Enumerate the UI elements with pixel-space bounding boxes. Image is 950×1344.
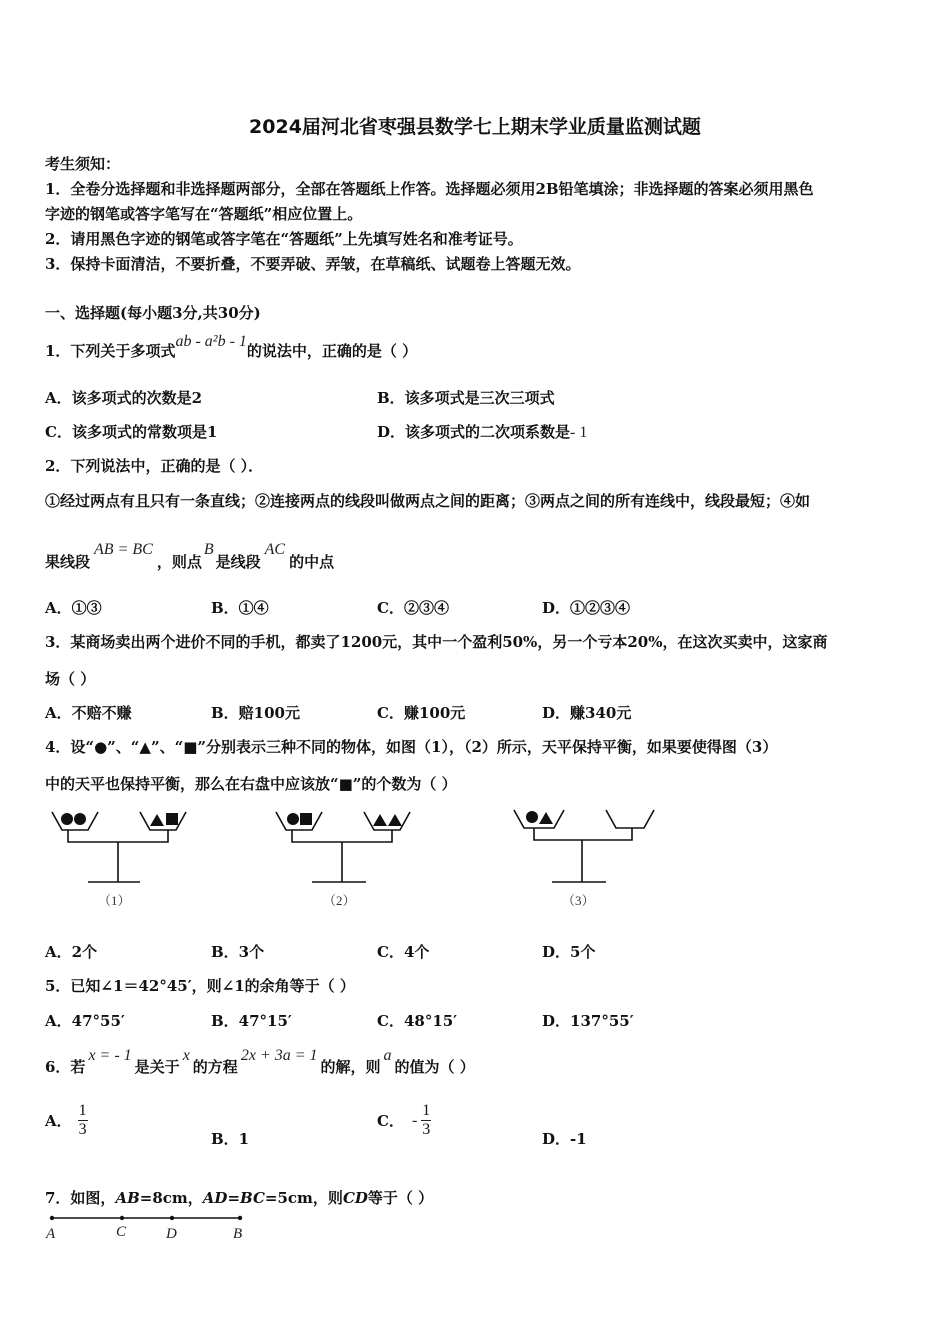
fig2-square: [300, 813, 312, 825]
q2-text-3: 是线段: [215, 553, 261, 571]
q7-math-bc: BC: [240, 1189, 265, 1207]
q3-stem-1: 3．某商场卖出两个进价不同的手机，都卖了1200元，其中一个盈利50%，另一个亏本20%，在这次买卖中，这家商: [45, 633, 828, 651]
q1-polynomial: ab - a²b - 1: [175, 333, 247, 350]
fig1-triangle: [150, 814, 164, 826]
fraction-denominator: 3: [422, 1121, 431, 1138]
point-b: [238, 1216, 242, 1220]
q4-option-b: B．3个: [211, 943, 265, 961]
q2-stem: 2．下列说法中，正确的是（ ）．: [45, 457, 264, 475]
q6-math-x-eq: x = - 1: [88, 1047, 132, 1064]
q5-option-a: A．47°55′: [45, 1012, 125, 1030]
q6-math-a: a: [383, 1047, 392, 1064]
q7-text-2: =8cm，: [139, 1189, 203, 1207]
fraction-denominator: 3: [78, 1121, 87, 1138]
q7-text-3: =: [227, 1189, 241, 1207]
q1-stem-post: 的说法中，正确的是（ ）: [246, 342, 418, 360]
q3-stem-2: 场（ ）: [45, 670, 96, 688]
q7-text-1: 7．如图，: [45, 1189, 116, 1207]
q2-text-4: 的中点: [289, 553, 335, 571]
notice-line-2: 2．请用黑色字迹的钢笔或答字笔在“答题纸”上先填写姓名和准考证号。: [45, 230, 523, 248]
notice-line-1a: 1．全卷分选择题和非选择题两部分，全部在答题纸上作答。选择题必须用2B铅笔填涂；非选择题的答案必须用黑色: [45, 180, 814, 198]
fig3-beam: [534, 828, 632, 840]
q6-option-a: [45, 1102, 88, 1139]
fraction-numerator: 1: [78, 1102, 87, 1119]
q2-option-a: A．①③: [45, 599, 102, 617]
fig1-label: （1）: [98, 893, 131, 908]
q3-option-a: A．不赔不赚: [45, 704, 132, 722]
fig2-label: （2）: [323, 893, 356, 908]
notice-line-3: 3．保持卡面清洁，不要折叠，不要弄破、弄皱，在草稿纸、试题卷上答题无效。: [45, 255, 581, 273]
q6-option-c-label: C．: [377, 1112, 404, 1130]
fig2-right-pan: [364, 812, 410, 830]
q7-text-5: 等于（ ）: [367, 1189, 434, 1207]
page-title: 2024届河北省枣强县数学七上期末学业质量监测试题: [249, 116, 701, 138]
q2-math-ab-bc: AB = BC: [94, 541, 153, 558]
q6-option-a-fraction: [78, 1102, 88, 1139]
q6-option-b: B．1: [211, 1130, 250, 1148]
q6-option-c-sign: -: [411, 1111, 418, 1129]
notice-line-1b: 字迹的钢笔或答字笔写在“答题纸”相应位置上。: [45, 205, 363, 223]
label-c: C: [116, 1224, 127, 1240]
q7-math-ab: AB: [115, 1189, 140, 1207]
q2-statement-4: [45, 541, 335, 572]
fig3-left-pan: [514, 810, 564, 828]
label-d: D: [166, 1226, 177, 1242]
q1-stem: [45, 333, 418, 361]
fig2-left-pan: [276, 812, 322, 830]
q2-option-d: D．①②③④: [542, 599, 631, 617]
q3-option-d: D．赚340元: [542, 704, 632, 722]
line-segment-figure: [40, 1210, 260, 1244]
fig3-circle: [526, 811, 538, 823]
q6-option-c-fraction: [421, 1102, 431, 1139]
fig1-right-pan: [140, 812, 186, 830]
q2-math-b: B: [203, 541, 214, 558]
q4-option-a: A．2个: [45, 943, 98, 961]
fig1-square: [166, 813, 178, 825]
fig1-circle-1: [61, 813, 73, 825]
q2-statements: ①经过两点有且只有一条直线；②连接两点的线段叫做两点之间的距离；③两点之间的所有连线中，线段最短；④如: [45, 492, 811, 510]
q6-math-equation: 2x + 3a = 1: [240, 1047, 318, 1064]
q2-option-b: B．①④: [211, 599, 269, 617]
q5-stem: 5．已知∠1＝42°45′，则∠1的余角等于（ ）: [45, 977, 355, 995]
point-c: [120, 1216, 124, 1220]
fraction-numerator: 1: [422, 1102, 431, 1119]
q1-stem-pre: 1．下列关于多项式: [45, 342, 176, 360]
label-b: B: [233, 1226, 243, 1242]
point-a: [50, 1216, 54, 1220]
q6-text-4: 的解，则: [320, 1058, 381, 1076]
q4-stem-1: 4．设“●”、“▲”、“■”分别表示三种不同的物体，如图（1），（2）所示，天平保持平衡，如果要使得图（3）: [45, 738, 778, 756]
q2-math-ac: AC: [264, 541, 286, 558]
q6-text-2: 是关于: [134, 1058, 180, 1076]
q7-stem: [45, 1187, 433, 1208]
q6-stem: [45, 1047, 475, 1077]
fig2-beam: [292, 830, 392, 842]
q7-math-cd: CD: [342, 1189, 368, 1207]
q2-option-c: C．②③④: [377, 599, 449, 617]
fig3-right-pan: [606, 810, 654, 828]
q1-option-d: [377, 421, 587, 442]
q1-option-a: A．该多项式的次数是2: [45, 389, 203, 407]
fig2-triangle-1: [373, 814, 387, 826]
q7-math-ad: AD: [202, 1189, 228, 1207]
q2-text-2: ，则点: [156, 553, 202, 571]
q6-option-d: D．-1: [542, 1130, 587, 1148]
q7-text-4: =5cm，则: [264, 1189, 343, 1207]
q6-option-a-label: A．: [45, 1112, 72, 1130]
q5-option-b: B．47°15′: [211, 1012, 292, 1030]
q1-option-c: C．该多项式的常数项是1: [45, 423, 218, 441]
q6-text-3: 的方程: [192, 1058, 238, 1076]
q6-text-1: 6．若: [45, 1058, 86, 1076]
label-a: A: [46, 1226, 56, 1242]
fig3-label: （3）: [562, 893, 595, 908]
point-d: [170, 1216, 174, 1220]
q1-option-b: B．该多项式是三次三项式: [377, 389, 555, 407]
q4-option-c: C．4个: [377, 943, 430, 961]
q6-text-5: 的值为（ ）: [394, 1058, 475, 1076]
q5-option-c: C．48°15′: [377, 1012, 458, 1030]
q2-text-1: 果线段: [45, 553, 91, 571]
notice-heading: 考生须知：: [45, 155, 121, 173]
q4-stem-2: 中的天平也保持平衡，那么在右盘中应该放“■”的个数为（ ）: [45, 775, 457, 793]
fig1-circle-2: [74, 813, 86, 825]
q5-option-d: D．137°55′: [542, 1012, 634, 1030]
section-heading: 一、选择题(每小题3分,共30分): [45, 304, 261, 322]
q3-option-b: B．赔100元: [211, 704, 300, 722]
fig2-circle: [287, 813, 299, 825]
q4-option-d: D．5个: [542, 943, 596, 961]
fig2-triangle-2: [388, 814, 402, 826]
q6-option-c: [377, 1102, 431, 1139]
q1-option-d-text: D．该多项式的二次项系数是: [377, 423, 571, 441]
q3-option-c: C．赚100元: [377, 704, 466, 722]
fig1-beam: [68, 830, 168, 842]
q6-math-x: x: [182, 1047, 190, 1064]
q1-option-d-value: - 1: [570, 424, 588, 441]
balance-figures: [40, 800, 680, 918]
fig3-triangle: [539, 812, 553, 824]
